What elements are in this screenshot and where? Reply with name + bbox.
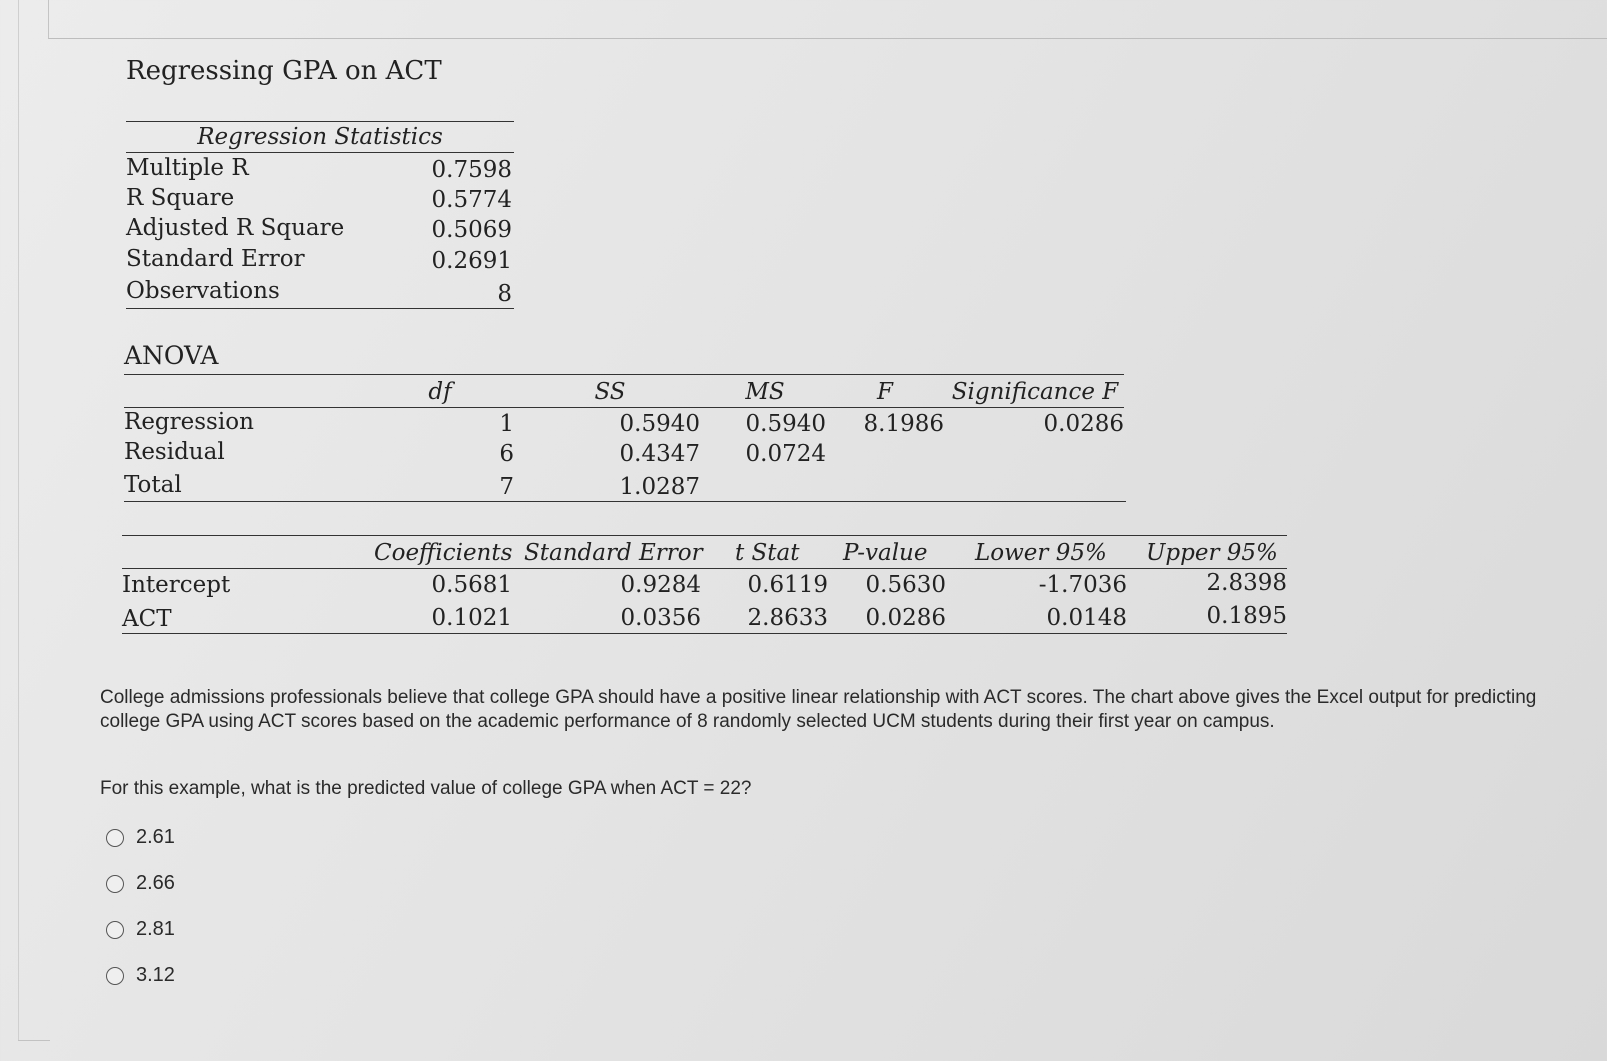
anova-header-ss: SS: [594, 379, 626, 405]
coef-value: 0.1021: [431, 605, 512, 631]
anova-ms: 0.5940: [745, 411, 826, 437]
coef-header-upper-95: Upper 95%: [1146, 540, 1278, 566]
stat-value: 0.5069: [431, 217, 512, 243]
coef-p-value: 0.5630: [865, 572, 946, 598]
coef-header-lower-95: Lower 95%: [975, 540, 1107, 566]
answer-option-label: 3.12: [136, 964, 175, 986]
answer-option-label: 2.66: [136, 872, 175, 894]
regression-statistics-header: Regression Statistics: [197, 124, 443, 150]
left-frame-line: [18, 0, 19, 1040]
anova-row-label: Total: [124, 472, 182, 498]
stat-label: Standard Error: [126, 246, 305, 272]
stat-value: 0.2691: [431, 248, 512, 274]
coef-standard-error: 0.0356: [620, 605, 701, 631]
coef-row-label: Intercept: [122, 572, 231, 598]
anova-row-label: Residual: [124, 439, 225, 465]
anova-label: ANOVA: [124, 341, 219, 370]
anova-ss: 0.5940: [619, 411, 700, 437]
anova-row-label: Regression: [124, 409, 254, 435]
anova-df: 1: [499, 411, 514, 437]
radio-button[interactable]: [106, 921, 124, 939]
anova-header-significance-f: Significance F: [951, 379, 1119, 405]
answer-option-label: 2.81: [136, 918, 175, 940]
answer-option[interactable]: [106, 964, 175, 987]
radio-button[interactable]: [106, 829, 124, 847]
anova-df: 6: [499, 441, 514, 467]
answer-option-label: 2.61: [136, 826, 175, 848]
table-rule: [126, 121, 514, 122]
coef-p-value: 0.0286: [865, 605, 946, 631]
coef-header-t-stat: t Stat: [735, 540, 800, 566]
radio-button[interactable]: [106, 875, 124, 893]
coef-header-standard-error: Standard Error: [524, 540, 703, 566]
table-rule: [124, 374, 1124, 375]
top-frame: [48, 0, 1607, 39]
coef-t-stat: 2.8633: [747, 605, 828, 631]
coef-upper-95: 0.1895: [1206, 603, 1287, 629]
table-rule: [126, 152, 514, 153]
coef-row-label: ACT: [122, 606, 172, 632]
bottom-frame-line: [18, 1040, 50, 1041]
table-rule: [124, 501, 1126, 502]
table-rule: [122, 633, 1287, 634]
stat-label: Adjusted R Square: [126, 215, 345, 241]
anova-significance-f: 0.0286: [1043, 411, 1124, 437]
question-text: For this example, what is the predicted value of college GPA when ACT = 22?: [100, 778, 752, 799]
anova-f: 8.1986: [863, 411, 944, 437]
stat-label: Observations: [126, 278, 280, 304]
anova-header-df: df: [428, 379, 452, 405]
stat-value: 0.5774: [431, 187, 512, 213]
answer-option[interactable]: [106, 826, 175, 849]
stat-value: 8: [497, 281, 512, 307]
anova-ms: 0.0724: [745, 441, 826, 467]
stat-label: R Square: [126, 185, 235, 211]
radio-button[interactable]: [106, 967, 124, 985]
table-rule: [124, 407, 1124, 408]
coef-header-coefficients: Coefficients: [374, 540, 513, 566]
page-title: Regressing GPA on ACT: [126, 56, 442, 86]
stat-label: Multiple R: [126, 155, 249, 181]
table-rule: [122, 535, 1287, 536]
description-line-2: college GPA using ACT scores based on the academic performance of 8 randomly selected UCM students during their first year on campus.: [100, 711, 1275, 732]
coef-lower-95: 0.0148: [1046, 605, 1127, 631]
answer-option[interactable]: [106, 918, 175, 941]
coef-header-p-value: P-value: [843, 540, 928, 566]
anova-ss: 1.0287: [619, 474, 700, 500]
description-line-1: College admissions professionals believe that college GPA should have a positive linear relationship with ACT scores. The chart above gives the Excel output for predicting: [100, 687, 1537, 708]
coef-t-stat: 0.6119: [747, 572, 828, 598]
table-rule: [126, 308, 514, 309]
stat-value: 0.7598: [431, 157, 512, 183]
anova-df: 7: [499, 474, 514, 500]
table-rule: [122, 568, 1287, 569]
coef-lower-95: -1.7036: [1038, 572, 1127, 598]
anova-ss: 0.4347: [619, 441, 700, 467]
coef-value: 0.5681: [431, 572, 512, 598]
anova-header-f: F: [877, 379, 893, 405]
coef-standard-error: 0.9284: [620, 572, 701, 598]
answer-option[interactable]: [106, 872, 175, 895]
coef-upper-95: 2.8398: [1206, 570, 1287, 596]
anova-header-ms: MS: [745, 379, 785, 405]
